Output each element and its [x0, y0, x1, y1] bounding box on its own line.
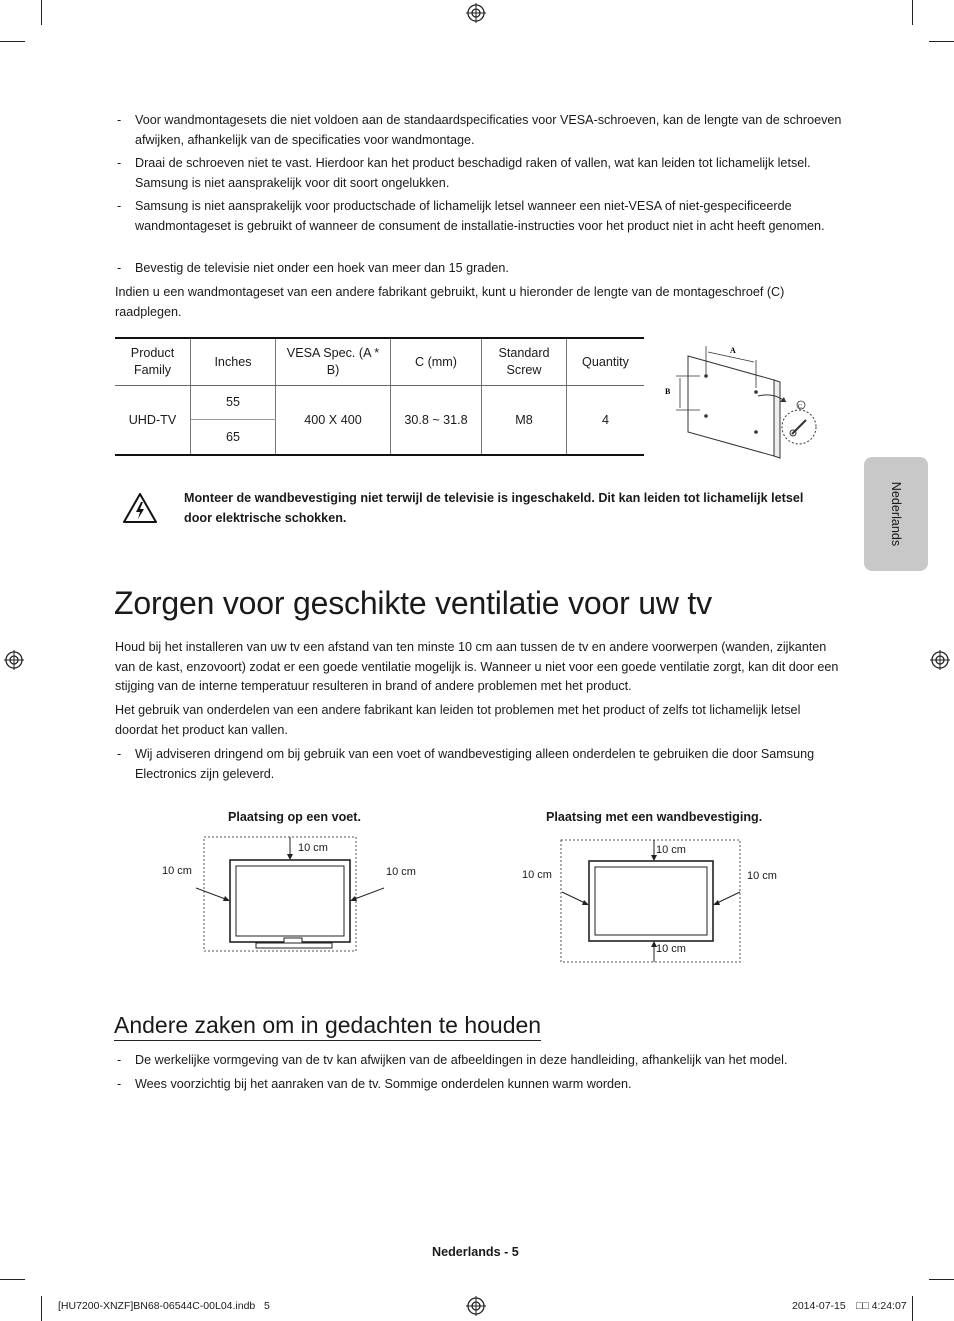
wall-bottom-distance: 10 cm: [656, 943, 686, 955]
list-item: - Voor wandmontagesets die niet voldoen aan de standaardspecificaties voor VESA-schroeven, kan de lengte van de schroeven afwijken, afhankelijk van de specificaties voor wandmontage.: [117, 113, 842, 147]
table-header-row: [115, 338, 644, 386]
stand-right-distance: 10 cm: [386, 866, 416, 878]
trim-mark: [0, 1279, 25, 1280]
parts-paragraph: Het gebruik van onderdelen van een andere fabrikant kan leiden tot problemen met het product of zelfs tot lichamelijk letsel doordat het product kan vallen.: [115, 703, 801, 737]
table-cell: 4: [567, 386, 645, 456]
wall-top-distance: 10 cm: [656, 844, 686, 856]
diagram-label-c: C: [798, 404, 803, 410]
table-cell: M8: [482, 386, 567, 456]
trim-mark: [0, 41, 25, 42]
side-tab-label: Nederlands: [889, 481, 903, 547]
table-row: [115, 386, 644, 420]
table-cell: 400 X 400: [276, 386, 391, 456]
table-cell: UHD-TV: [115, 386, 191, 456]
list-item: - De werkelijke vormgeving van de tv kan afwijken van de afbeeldingen in deze handleiding, afhankelijk van het model.: [117, 1053, 788, 1067]
language-side-tab: [864, 457, 928, 571]
wall-placement-figure: [520, 830, 790, 970]
wall-right-distance: 10 cm: [747, 870, 777, 882]
trim-mark: [929, 1279, 954, 1280]
table-cell: 30.8 ~ 31.8: [391, 386, 482, 456]
list-item: - Bevestig de televisie niet onder een hoek van meer dan 15 graden.: [117, 261, 509, 275]
table-header-cell: Inches: [191, 338, 276, 386]
wall-left-distance: 10 cm: [522, 869, 552, 881]
registration-mark-icon: [466, 3, 486, 23]
section-title-other: Andere zaken om in gedachten te houden: [114, 1012, 541, 1041]
registration-mark-icon: [930, 650, 950, 670]
trim-mark: [41, 0, 42, 25]
list-item: - Wees voorzichtig bij het aanraken van de tv. Sommige onderdelen kunnen warm worden.: [117, 1077, 632, 1091]
stand-left-distance: 10 cm: [162, 865, 192, 877]
trim-mark: [41, 1296, 42, 1321]
registration-mark-icon: [466, 1296, 486, 1316]
trim-mark: [912, 1296, 913, 1321]
warning-text: Monteer de wandbevestiging niet terwijl de televisie is ingeschakeld. Dit kan leiden tot lichamelijk letsel door elektrische schokken.: [184, 491, 804, 525]
table-header-cell: VESA Spec. (A * B): [276, 338, 391, 386]
table-cell: 65: [191, 420, 276, 456]
page-number: Nederlands - 5: [432, 1245, 519, 1259]
print-date: 2014-07-15: [792, 1300, 846, 1312]
trim-mark: [929, 41, 954, 42]
list-item: - Wij adviseren dringend om bij gebruik van een voet of wandbevestiging alleen onderdelen te gebruiken die door Samsung Electronics zijn geleverd.: [117, 747, 815, 781]
electric-shock-warning-icon: [122, 492, 158, 524]
stand-placement-figure: [150, 830, 410, 960]
table-header-cell: C (mm): [391, 338, 482, 386]
list-item: - Draai de schroeven niet te vast. Hierdoor kan het product beschadigd raken of vallen, wat kan leiden tot lichamelijk letsel. Samsung is niet aansprakelijk voor dit soort ongelukken.: [117, 156, 811, 190]
wall-mount-diagram: [656, 336, 826, 464]
diagram-label-a: A: [730, 346, 736, 355]
stand-top-distance: 10 cm: [298, 842, 328, 854]
ventilation-paragraph: Houd bij het installeren van uw tv een afstand van ten minste 10 cm aan tussen de tv en andere voorwerpen (wanden, zijkanten van de kast, enzovoort) zodat er een goede ventilatie mogelijk is. Wanneer u niet voor een goede ventilatie zorgt, kan dit door een stijging van de interne temperatuur resulteren in brand of andere problemen met het product.: [115, 640, 839, 693]
table-cell: 55: [191, 386, 276, 420]
print-time: □□ 4:24:07: [856, 1300, 907, 1312]
intro-paragraph: Indien u een wandmontageset van een andere fabrikant gebruikt, kunt u hieronder de lengte van de montageschroef (C) raadplegen.: [115, 285, 785, 319]
print-file-name: [HU7200-XNZF]BN68-06544C-00L04.indb 5: [58, 1300, 270, 1312]
registration-mark-icon: [4, 650, 24, 670]
table-header-cell: Standard Screw: [482, 338, 567, 386]
trim-mark: [912, 0, 913, 25]
stand-caption: Plaatsing op een voet.: [228, 810, 361, 824]
section-title-ventilation: Zorgen voor geschikte ventilatie voor uw tv: [114, 585, 712, 621]
diagram-label-b: B: [665, 387, 671, 396]
table-header-cell: Product Family: [115, 338, 191, 386]
table-header-cell: Quantity: [567, 338, 645, 386]
wall-caption: Plaatsing met een wandbevestiging.: [546, 810, 763, 824]
list-item: - Samsung is niet aansprakelijk voor productschade of lichamelijk letsel wanneer een niet-VESA of niet-gespecificeerde wandmontageset is gebruikt of wanneer de consument de installatie-instructies voor het product niet in acht heeft genomen.: [117, 199, 825, 233]
vesa-spec-table: [115, 337, 644, 456]
